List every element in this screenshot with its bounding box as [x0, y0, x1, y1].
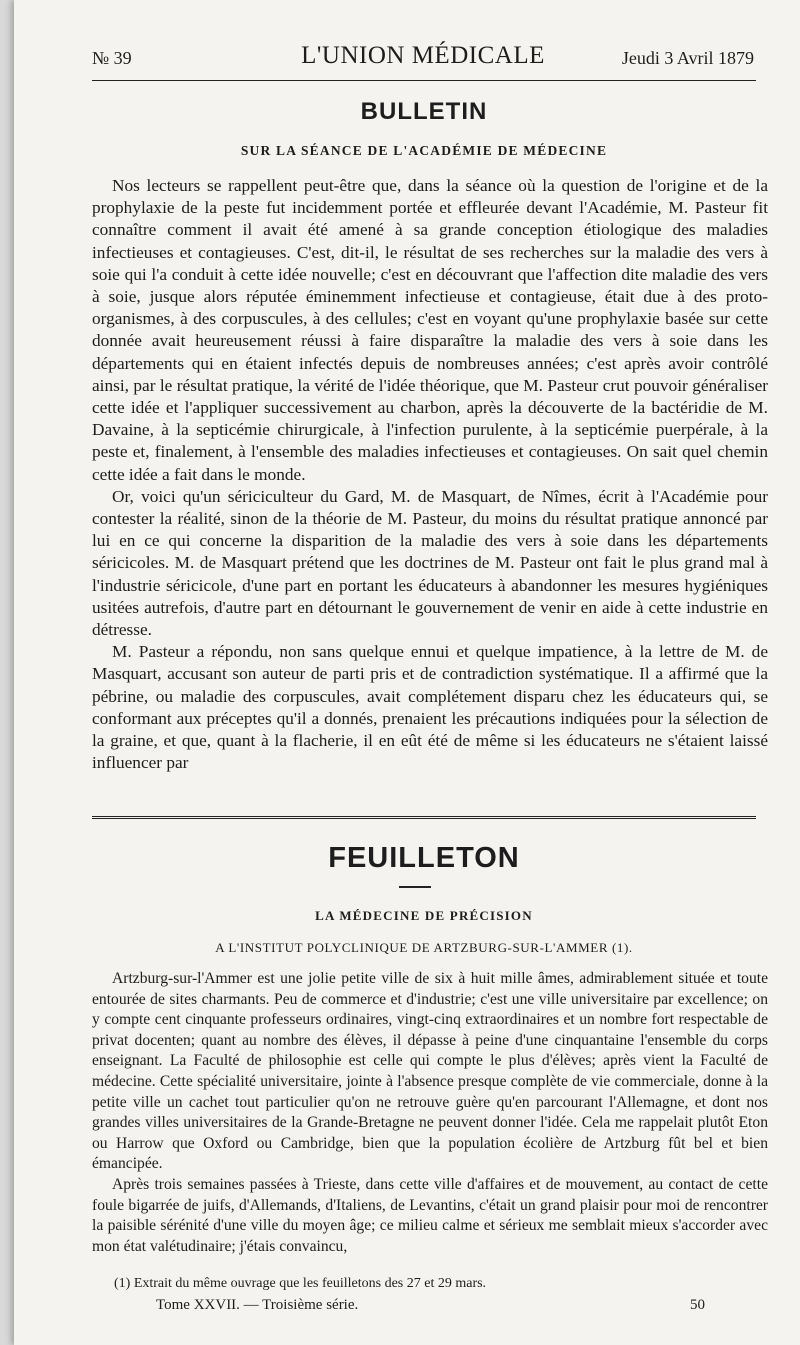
- issue-date: Jeudi 3 Avril 1879: [621, 48, 754, 68]
- bulletin-paragraph: Or, voici qu'un sériciculteur du Gard, M. de Masquart, de Nîmes, écrit à l'Académie pour contester la réalité, sinon de la théorie de M. Pasteur, du moins du résultat pratique annoncé par lui en ce qui concerne la disparition de la maladie des vers à soie dans les départements séricicoles. M. de Masquart prétend que les doctrines de M. Pasteur ont fait le plus grand mal à l'industrie séricicole, d'une part en portant les éducateurs à abandonner les mesures hygiéniques usitées autrefois, d'autre part en détournant le gouvernement de venir en aide à cette industrie en détresse.: [92, 486, 768, 640]
- feuilleton-body: [92, 969, 768, 1257]
- header-rule: [92, 80, 756, 81]
- journal-title: L'UNION MÉDICALE: [301, 42, 545, 69]
- footnote: (1) Extrait du même ouvrage que les feuilletons des 27 et 29 mars.: [114, 1276, 487, 1291]
- bulletin-body: [92, 175, 768, 774]
- feuilleton-paragraph: Artzburg-sur-l'Ammer est une jolie petite ville de six à huit mille âmes, admirablement située et toute entourée de sites charmants. Peu de commerce et d'industrie; c'est une ville universitaire par excellence; on y compte cent cinquante professeurs ordinaires, vingt-cinq extraordinaires et un nombre fort respectable de privat docenten; quant au nombre des élèves, il dépasse à peine d'une cinquantaine l'ensemble du corps enseignant. La Faculté de philosophie est celle qui compte le plus d'élèves; après vient la Faculté de médecine. Cette spécialité universitaire, jointe à l'absence presque complète de vie commerciale, donne à la petite ville un cachet tout particulier qu'on ne retrouve guère qu'en parcourant l'Allemagne, et dont nos grandes villes universitaires de la Grande-Bretagne ne peuvent donner l'idée. Cela me rappelait plutôt Eton ou Harrow que Oxford ou Cambridge, bien que la population écolière de Artzburg fût bel et bien émancipée.: [92, 970, 768, 1173]
- newspaper-page: [14, 0, 800, 1345]
- feuilleton-title: FEUILLETON: [328, 842, 520, 874]
- feuilleton-subtitle: LA MÉDECINE DE PRÉCISION: [315, 908, 533, 923]
- feuilleton-paragraph: Après trois semaines passées à Trieste, dans cette ville d'affaires et de mouvement, au contact de cette foule bigarrée de juifs, d'Allemands, d'Italiens, de Levantins, c'était un grand plaisir pour moi de rencontrer la paisible sérénité d'une ville du moyen âge; ce milieu calme et sérieux me semblait mieux s'accorder avec mon état valétudinaire; j'étais convaincu,: [92, 1175, 768, 1255]
- bulletin-paragraph: M. Pasteur a répondu, non sans quelque ennui et quelque impatience, à la lettre de M. de Masquart, accusant son auteur de parti pris et de contradiction systématique. Il a affirmé que la pébrine, ou maladie des corpuscules, avait complétement disparu chez les éducateurs qui, se conformant aux préceptes qu'il a donnés, prenaient les précautions indiquées pour la sélection de la graine, et que, quant à la flacherie, il en eût été de même si les éducateurs ne s'étaient laissé influencer par: [92, 642, 768, 773]
- bulletin-paragraph: Nos lecteurs se rappellent peut-être que, dans la séance où la question de l'origine et de la prophylaxie de la peste fut incidemment portée et effleurée devant l'Académie, M. Pasteur fit connaître comment il avait été amené à sa grande conception étiologique des maladies infectieuses et contagieuses. C'est, dit-il, le résultat de ses recherches sur la maladie des vers à soie qui l'a conduit à cette idée nouvelle; c'est en découvrant que l'affection dite maladie des vers à soie, jusque alors réputée éminemment infectieuse et contagieuse, était due à des proto-organismes, à des corpuscules, à des cellules; c'est en voyant qu'une prophylaxie basée sur cette donnée avait heureusement réussi à faire disparaître la maladie des vers à soie dans les départements qui en étaient infectés depuis de nombreuses années; c'est après avoir contrôlé ainsi, par le résultat pratique, la vérité de l'idée théorique, que M. Pasteur crut pouvoir généraliser cette idée et l'appliquer successivement au charbon, après la découverte de la bactéridie de M. Davaine, à la septicémie chirurgicale, à l'infection purulente, à la septicémie puerpérale, à la peste et, finalement, à l'ensemble des maladies infectieuses et contagieuses. On sait quel chemin cette idée a fait dans le monde.: [92, 176, 768, 484]
- section-divider: [92, 816, 756, 819]
- title-short-rule: [399, 886, 431, 888]
- page-header: [92, 40, 754, 80]
- issue-number: № 39: [92, 48, 132, 68]
- bulletin-subtitle: SUR LA SÉANCE DE L'ACADÉMIE DE MÉDECINE: [240, 143, 608, 158]
- page-number: 50: [690, 1297, 705, 1313]
- feuilleton-location: A L'INSTITUT POLYCLINIQUE DE ARTZBURG-SUR-L'AMMER (1).: [215, 940, 633, 955]
- volume-info: Tome XXVII. — Troisième série.: [156, 1297, 359, 1313]
- bulletin-title: BULLETIN: [360, 98, 488, 125]
